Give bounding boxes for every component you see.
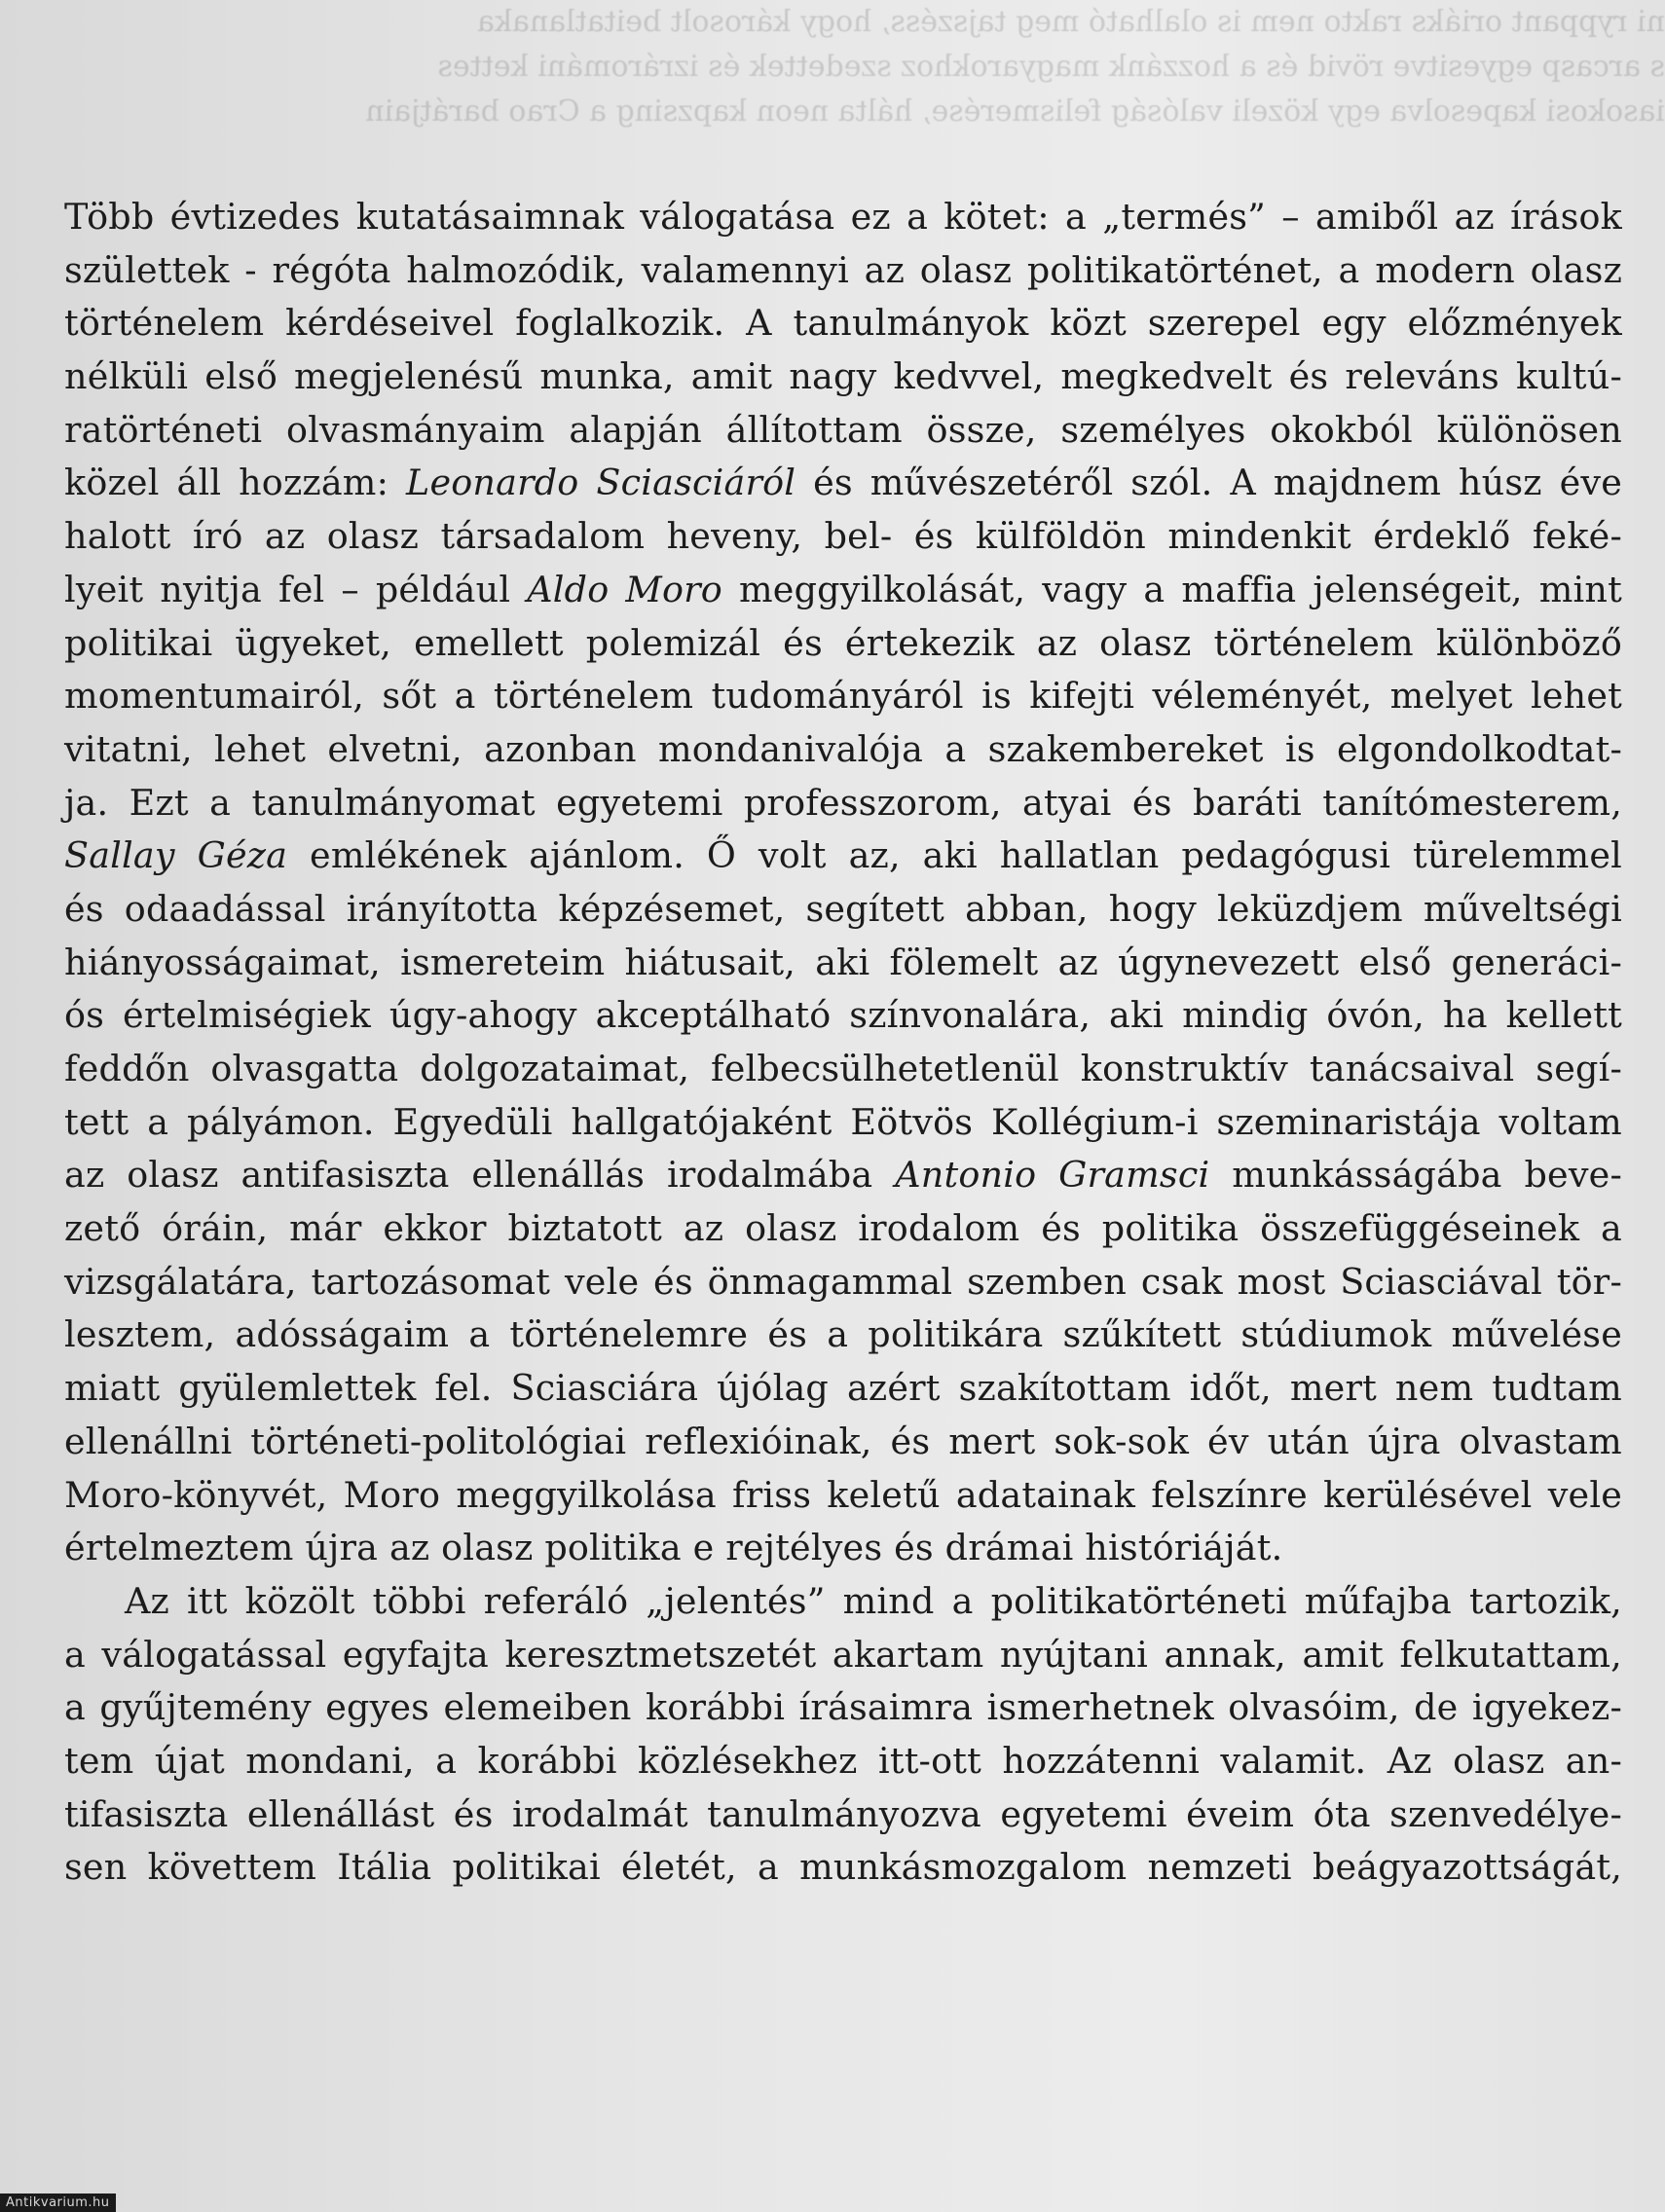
text-line — [64, 617, 1622, 671]
text-run: halott író az olasz társadalom heveny, bel- és külföldön mindenkit érdeklő feké- — [64, 515, 1622, 558]
text-run: tett a pályámon. Egyedüli hallgatójaként Eötvös Kollégium-i szeminaristája voltam — [64, 1100, 1622, 1143]
page-body — [64, 191, 1622, 1895]
text-run: Az itt közölt többi referáló „jelentés” mind a politikatörténeti műfajba tartozik, — [125, 1579, 1622, 1622]
text-run: ellenállni történeti-politológiai reflexióinak, és mert sok-sok év után újra olvastam — [64, 1419, 1622, 1462]
text-run: és odaadással irányította képzésemet, segített abban, hogy leküzdjem műveltségi — [64, 887, 1622, 930]
text-run: lesztem, adósságaim a történelemre és a politikára szűkített stúdiumok művelése — [64, 1313, 1622, 1356]
text-line — [64, 564, 1622, 617]
text-line — [64, 1416, 1622, 1469]
text-line — [64, 723, 1622, 777]
text-line — [64, 1681, 1622, 1735]
text-line — [64, 1256, 1622, 1309]
text-line — [64, 937, 1622, 990]
text-line — [64, 1469, 1622, 1523]
text-run: ja. Ezt a tanulmányomat egyetemi professzorom, atyai és baráti tanítómesterem, — [64, 781, 1622, 824]
text-line — [64, 883, 1622, 937]
text-run: vitatni, lehet elvetni, azonban mondanivalója a szakembereket is elgondolkodtat- — [64, 727, 1622, 770]
text-line — [64, 989, 1622, 1043]
text-line — [64, 1841, 1622, 1895]
text-line — [64, 777, 1622, 830]
text-run: történelem kérdéseivel foglalkozik. A tanulmányok közt szerepel egy előzmények — [64, 302, 1622, 345]
text-run: és művészetéről szól. A majdnem húsz éve — [796, 461, 1622, 504]
text-run: Moro-könyvét, Moro meggyilkolása friss keletű adatainak felszínre kerülésével vele — [64, 1473, 1622, 1516]
text-line — [64, 404, 1622, 458]
text-run: vizsgálatára, tartozásomat vele és önmagammal szemben csak most Sciasciával tör- — [64, 1260, 1622, 1303]
bleed-through-text: ni ryppant oriáks rakto nem is olalható meg tajszéss, hogy károsolt beitatlanaka s arcasp egyesitve rövid és a hozzánk magyarokhoz szedettek és izrárománi kettes iasokosi kapesolva egy közeli valóság felismerése, hálta neon kapzsing a Crao barátjain — [365, 5, 1665, 129]
text-line — [64, 510, 1622, 564]
text-run: miatt gyülemlettek fel. Sciasciára újólag azért szakítottam időt, mert nem tudtam — [64, 1367, 1622, 1410]
text-line — [64, 1629, 1622, 1682]
text-line — [64, 244, 1622, 298]
text-run: a gyűjtemény egyes elemeiben korábbi írásaimra ismerhetnek olvasóim, de igyekez- — [64, 1686, 1622, 1729]
text-run: ós értelmiségiek úgy-ahogy akceptálható színvonalára, aki mindig óvón, ha kellett — [64, 994, 1622, 1037]
paragraph-2 — [64, 1575, 1622, 1895]
text-run: értelmeztem újra az olasz politika e rejtélyes és drámai históriáját. — [64, 1527, 1283, 1569]
text-run: a válogatással egyfajta keresztmetszetét akartam nyújtani annak, amit felkutattam, — [64, 1633, 1622, 1676]
text-line — [64, 1149, 1622, 1202]
text-line — [64, 1309, 1622, 1362]
text-run: Több évtizedes kutatásaimnak válogatása ez a kötet: a „termés” – amiből az írások — [64, 196, 1622, 238]
paragraph-1 — [64, 191, 1622, 1575]
text-run: politikai ügyeket, emellett polemizál és értekezik az olasz történelem különböző — [64, 621, 1622, 664]
text-line — [64, 1735, 1622, 1788]
text-run: az olasz antifasiszta ellenállás irodalmába — [64, 1154, 896, 1197]
text-run: tifasiszta ellenállást és irodalmát tanulmányozva egyetemi éveim óta szenvedélye- — [64, 1792, 1622, 1835]
text-run: munkásságába beve- — [1209, 1154, 1622, 1197]
text-line — [64, 1202, 1622, 1256]
text-line — [64, 297, 1622, 350]
text-line — [64, 350, 1622, 404]
italic-name: Antonio Gramsci — [895, 1154, 1210, 1197]
text-run: meggyilkolását, vagy a maffia jelenségeit, mint — [722, 568, 1622, 610]
italic-name: Sallay Géza — [64, 834, 288, 877]
text-run: feddőn olvasgatta dolgozataimat, felbecsülhetetlenül konstruktív tanácsaival segí- — [64, 1048, 1622, 1089]
italic-name: Leonardo Sciasciáról — [406, 461, 796, 504]
watermark: Antikvarium.hu — [0, 2194, 116, 2212]
text-run: tem újat mondani, a korábbi közlésekhez itt-ott hozzátenni valamit. Az olasz an- — [64, 1739, 1622, 1782]
text-line — [64, 830, 1622, 883]
text-run: nélküli első megjelenésű munka, amit nagy kedvvel, megkedvelt és releváns kultú- — [64, 355, 1622, 398]
text-run: sen követtem Itália politikai életét, a munkásmozgalom nemzeti beágyazottságát, — [64, 1846, 1622, 1889]
text-run: emlékének ajánlom. Ő volt az, aki hallatlan pedagógusi türelemmel — [287, 834, 1623, 877]
text-line — [64, 670, 1622, 723]
text-line — [64, 1788, 1622, 1842]
text-line — [64, 1522, 1622, 1575]
text-line — [64, 1575, 1622, 1629]
text-run: születtek - régóta halmozódik, valamennyi az olasz politikatörténet, a modern olasz — [64, 248, 1622, 291]
text-run: momentumairól, sőt a történelem tudományáról is kifejti véleményét, melyet lehet — [64, 675, 1622, 718]
italic-name: Aldo Moro — [527, 568, 722, 610]
text-line — [64, 191, 1622, 244]
text-run: hiányosságaimat, ismereteim hiátusait, aki fölemelt az úgynevezett első generáci- — [64, 940, 1622, 983]
text-line — [64, 1096, 1622, 1150]
text-run: lyeit nyitja fel – például — [64, 568, 528, 610]
text-run: zető óráin, már ekkor biztatott az olasz irodalom és politika összefüggéseinek a — [64, 1207, 1622, 1250]
text-line — [64, 457, 1622, 510]
text-run: közel áll hozzám: — [64, 461, 407, 504]
text-line — [64, 1043, 1622, 1096]
text-run: ratörténeti olvasmányaim alapján állítottam össze, személyes okokból különösen — [64, 408, 1622, 451]
text-line — [64, 1362, 1622, 1416]
